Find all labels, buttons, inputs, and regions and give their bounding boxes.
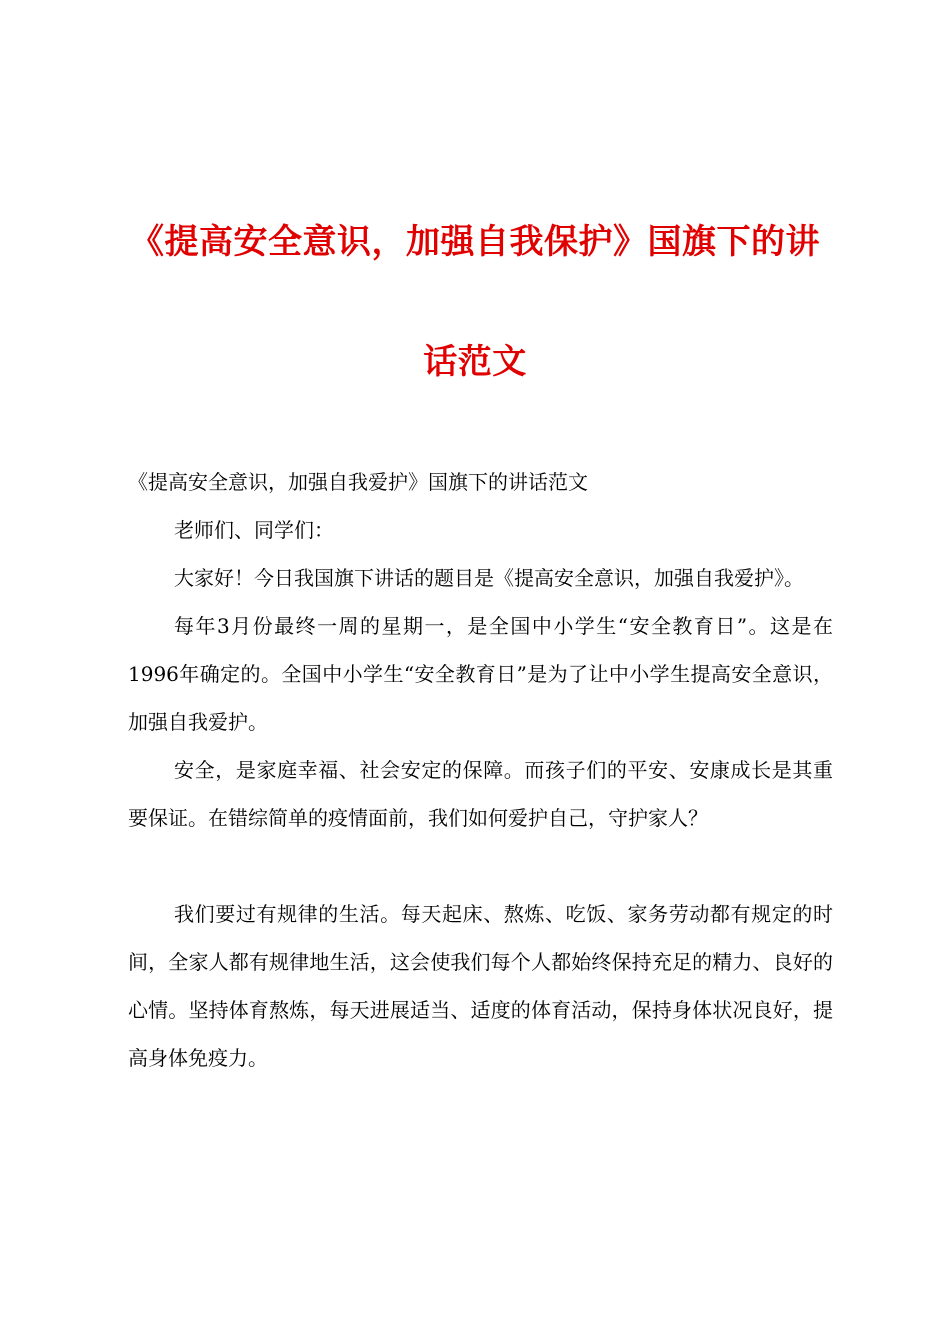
subtitle-paragraph: 《提高安全意识，加强自我爱护》国旗下的讲话范文 [128,470,588,494]
safety-day-paragraph: 每年3月份最终一周的星期一，是全国中小学生“安全教育日”。这是在1996年确定的。全国中小学生“安全教育日”是为了让中小学生提高安全意识，加强自我爱护。 [128,614,833,734]
document-title-line-1: 《提高安全意识，加强自我保护》国旗下的讲 [130,222,820,262]
family-safety-paragraph: 安全，是家庭幸福、社会安定的保障。而孩子们的平安、安康成长是其重要保证。在错综简单的疫情面前，我们如何爱护自己，守护家人？ [128,758,833,830]
salutation-paragraph: 老师们、同学们： [174,518,334,542]
document-body [128,458,833,1082]
document-title-line-2: 话范文 [423,342,527,382]
regular-life-paragraph: 我们要过有规律的生活。每天起床、熬炼、吃饭、家务劳动都有规定的时间，全家人都有规律地生活，这会使我们每个人都始终保持充足的精力、良好的心情。坚持体育熬炼，每天进展适当、适度的体育活动，保持身体状况良好，提高身体免疫力。 [128,902,833,1070]
paragraph-spacer [128,842,833,890]
greeting-paragraph: 大家好！今日我国旗下讲话的题目是《提高安全意识，加强自我爱护》。 [174,566,804,590]
